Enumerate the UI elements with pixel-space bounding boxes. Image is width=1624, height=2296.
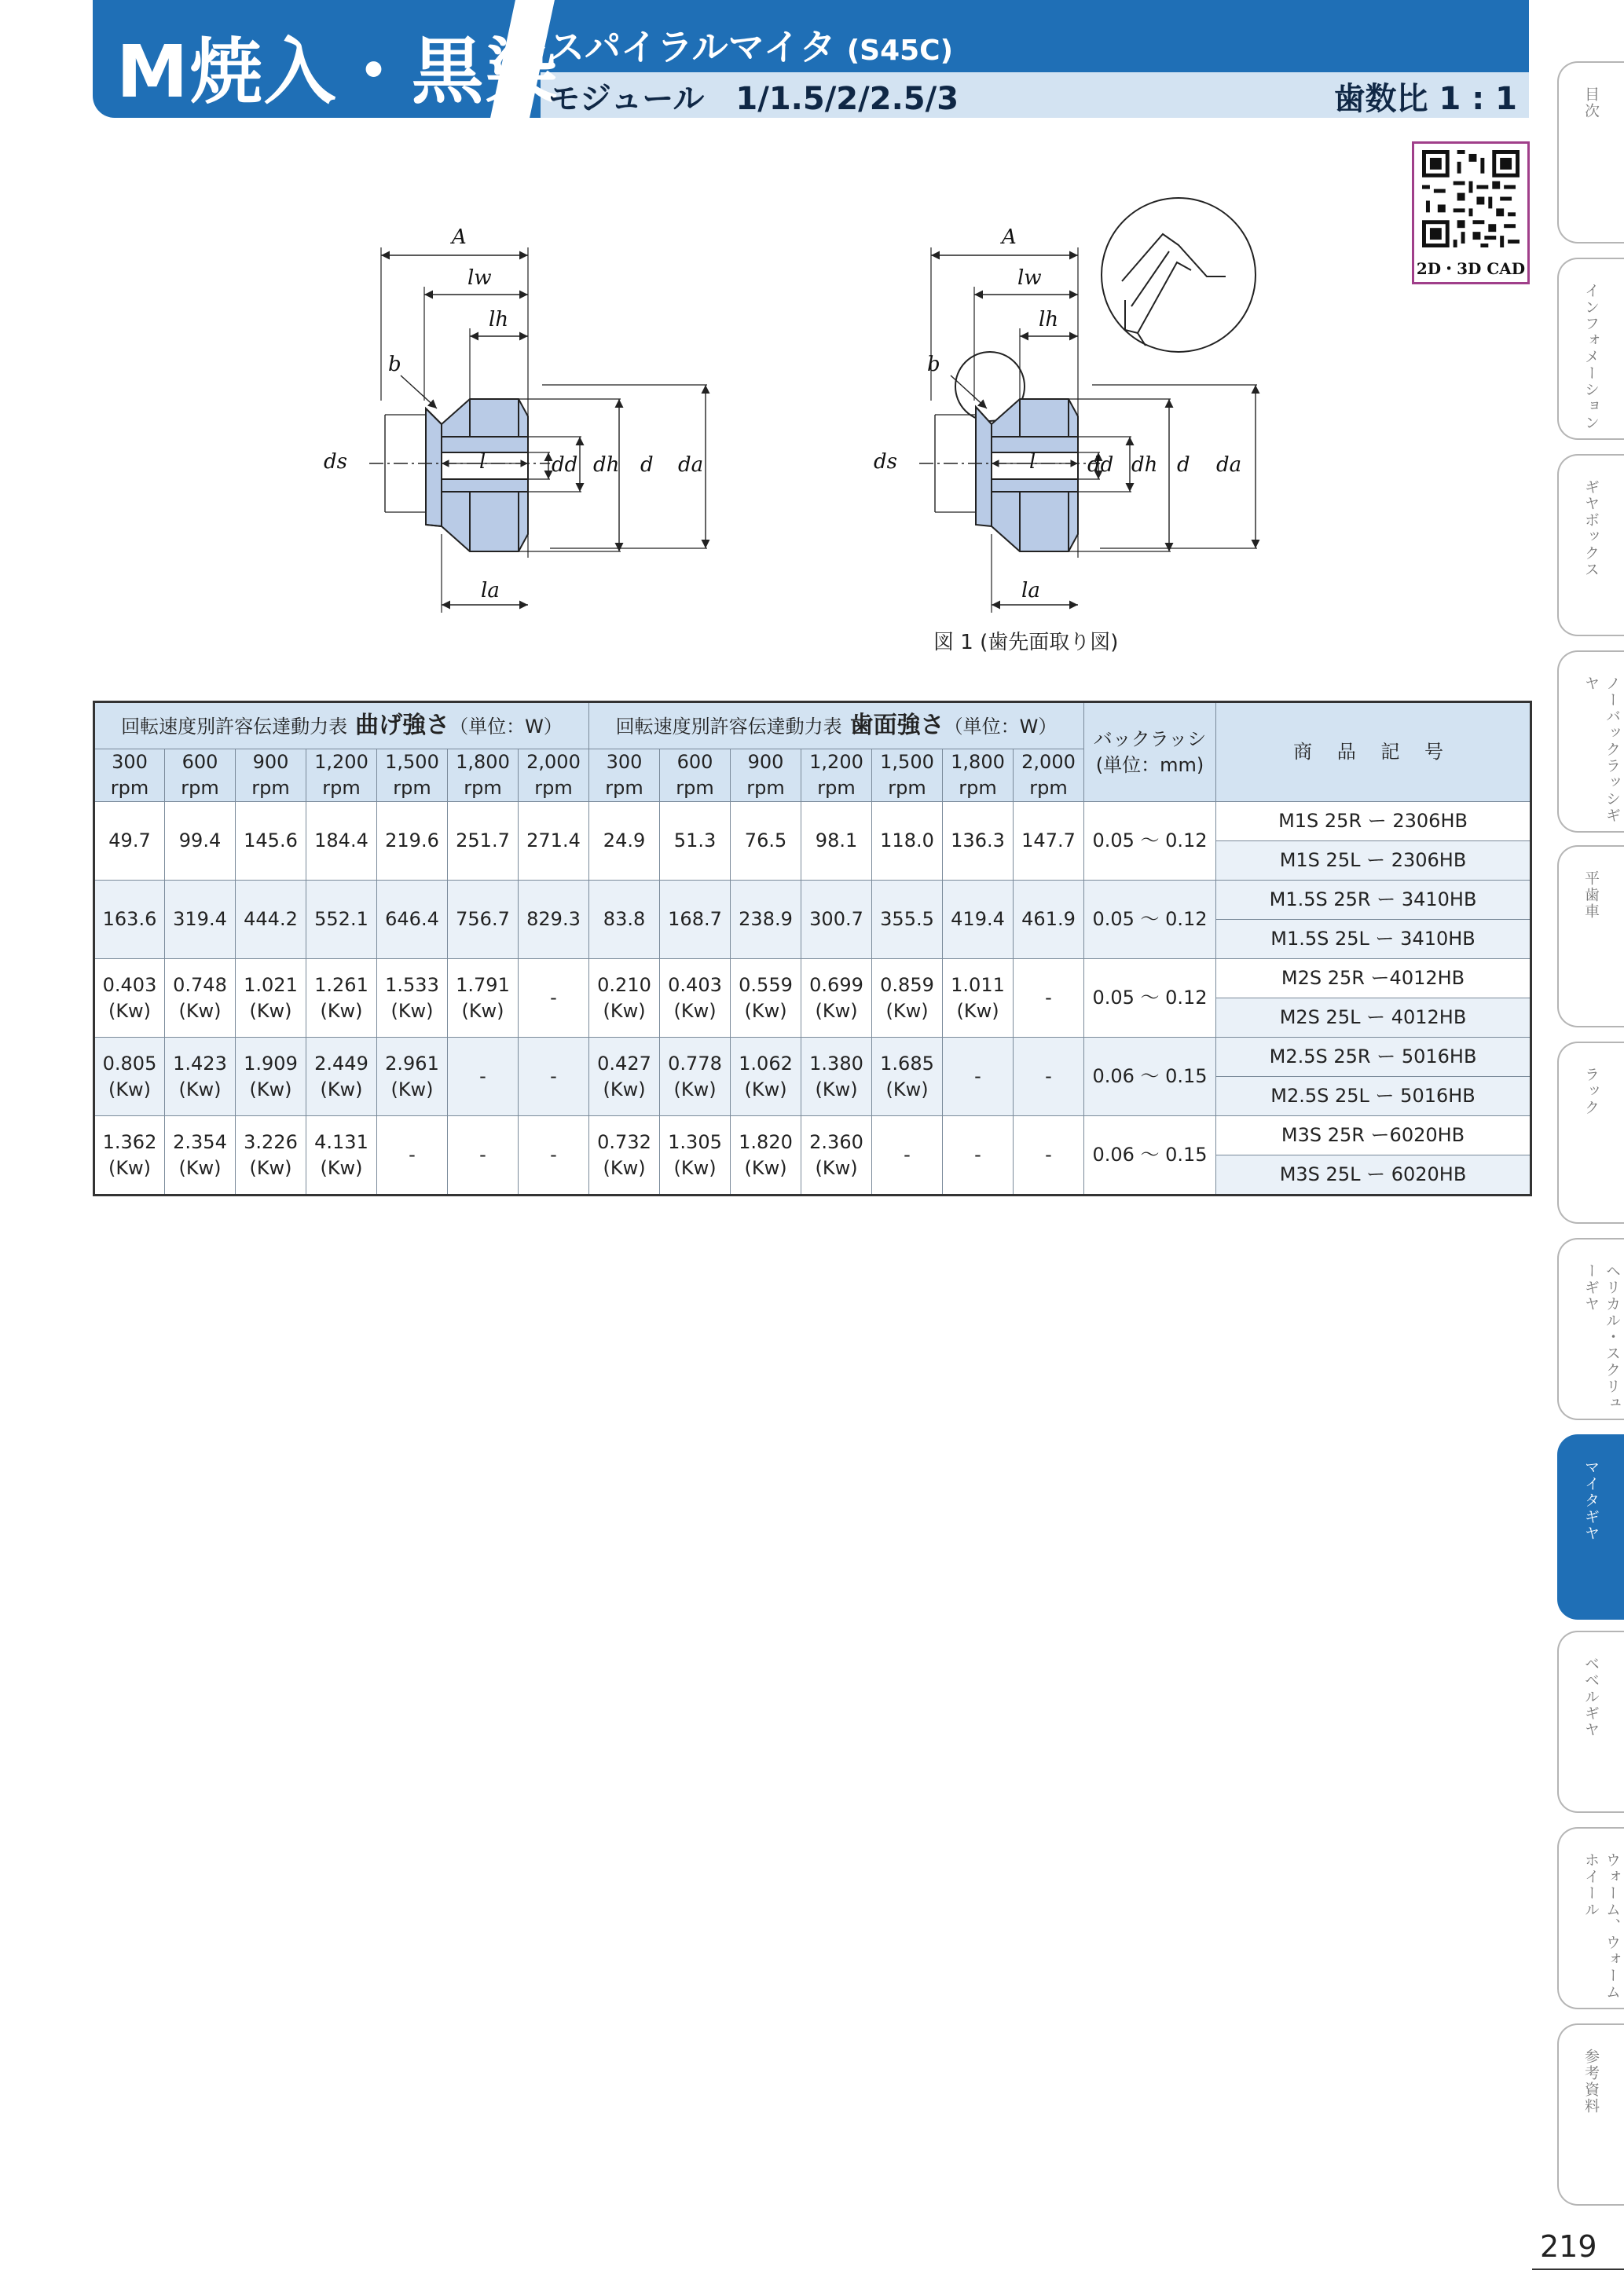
side-tab[interactable]	[1557, 258, 1624, 440]
product-code[interactable]: M3S 25L ー 6020HB	[1216, 1155, 1531, 1196]
surface-value: 419.4	[943, 881, 1014, 959]
speed-unit: rpm	[110, 777, 149, 799]
speed-value: 900	[747, 751, 784, 773]
surface-value: 0.699 (Kw)	[801, 959, 872, 1038]
bending-value: -	[519, 1116, 589, 1196]
surface-value: 300.7	[801, 881, 872, 959]
dim-ds-2: ds	[874, 450, 897, 474]
side-tab-label: マイタギヤ	[1582, 1459, 1600, 1542]
side-tab-label: 平歯車	[1582, 870, 1600, 920]
surface-value: 118.0	[872, 802, 943, 881]
surface-value: -	[943, 1116, 1014, 1196]
speed-unit: rpm	[181, 777, 219, 799]
bending-value: 2.961 (Kw)	[377, 1038, 448, 1116]
bending-value: 271.4	[519, 802, 589, 881]
side-tab[interactable]	[1557, 1434, 1624, 1620]
surface-value: 51.3	[660, 802, 731, 881]
backlash-value: 0.06 ～ 0.15	[1084, 1038, 1216, 1116]
page-number: 219	[1540, 2229, 1597, 2264]
table-row	[94, 1116, 1531, 1155]
bending-value: 1.261 (Kw)	[306, 959, 377, 1038]
surface-value: 0.859 (Kw)	[872, 959, 943, 1038]
product-name: スパイラルマイタ	[548, 26, 836, 68]
bending-value: 1.909 (Kw)	[236, 1038, 306, 1116]
surface-speed-header	[872, 749, 943, 802]
bending-value: 163.6	[94, 881, 165, 959]
product-code-header: 商 品 記 号	[1216, 702, 1531, 802]
speed-unit: rpm	[959, 777, 997, 799]
product-code[interactable]: M3S 25R ー6020HB	[1216, 1116, 1531, 1155]
surface-value: -	[1014, 959, 1084, 1038]
dim-A-2: A	[1002, 225, 1017, 249]
surface-value: -	[872, 1116, 943, 1196]
speed-unit: rpm	[322, 777, 361, 799]
side-tab[interactable]	[1557, 1042, 1624, 1224]
gear-drawing-chamfered	[833, 189, 1273, 621]
dim-da-2: da	[1216, 453, 1242, 477]
dim-da: da	[678, 453, 704, 477]
side-tab[interactable]	[1557, 1238, 1624, 1420]
power-table	[93, 701, 1532, 1196]
bending-value: 2.354 (Kw)	[165, 1116, 236, 1196]
product-code[interactable]: M1S 25R ー 2306HB	[1216, 802, 1531, 841]
dim-lw: lw	[467, 266, 492, 290]
surface-speed-header	[731, 749, 801, 802]
bending-value: 1.021 (Kw)	[236, 959, 306, 1038]
speed-value: 1,200	[809, 751, 863, 773]
speed-unit: rpm	[1029, 777, 1068, 799]
qr-code-icon	[1422, 150, 1520, 247]
surface-value: 355.5	[872, 881, 943, 959]
dim-A: A	[452, 225, 467, 249]
backlash-value: 0.05 ～ 0.12	[1084, 959, 1216, 1038]
speed-value: 600	[181, 751, 218, 773]
surface-value: 83.8	[589, 881, 660, 959]
product-code[interactable]: M2.5S 25R ー 5016HB	[1216, 1038, 1531, 1077]
product-code[interactable]: M1.5S 25R ー 3410HB	[1216, 881, 1531, 920]
bending-value: -	[448, 1116, 519, 1196]
side-tab-label: 参考資料	[1582, 2049, 1600, 2115]
speed-value: 2,000	[1021, 751, 1076, 773]
dim-dh: dh	[593, 453, 620, 477]
side-tab-label: ラック	[1582, 1067, 1600, 1116]
dim-la: la	[481, 579, 500, 602]
side-tab[interactable]	[1557, 650, 1624, 833]
backlash-value: 0.06 ～ 0.15	[1084, 1116, 1216, 1196]
bending-value: 829.3	[519, 881, 589, 959]
dim-l-2: l	[1029, 450, 1036, 474]
bending-speed-header	[165, 749, 236, 802]
surface-value: -	[943, 1038, 1014, 1116]
side-tab-label: ウォーム、ウォームホイール	[1582, 1852, 1621, 2001]
speed-unit: rpm	[888, 777, 926, 799]
bending-speed-header	[448, 749, 519, 802]
speed-value: 600	[676, 751, 713, 773]
side-tab-label: ノーバックラッシギヤ	[1582, 676, 1621, 824]
page-title: M焼入・黒染	[116, 30, 559, 114]
dim-dh-2: dh	[1131, 453, 1158, 477]
bending-value: 0.403 (Kw)	[94, 959, 165, 1038]
bending-value: 646.4	[377, 881, 448, 959]
speed-value: 1,800	[951, 751, 1005, 773]
dim-b: b	[388, 353, 401, 376]
side-tab[interactable]	[1557, 454, 1624, 636]
surface-value: 0.427 (Kw)	[589, 1038, 660, 1116]
dim-dd-2: dd	[1087, 453, 1114, 477]
table-row	[94, 1038, 1531, 1077]
bending-value: 219.6	[377, 802, 448, 881]
side-tab[interactable]	[1557, 845, 1624, 1027]
bending-value: 319.4	[165, 881, 236, 959]
cad-qr-link[interactable]	[1412, 141, 1530, 284]
speed-unit: rpm	[393, 777, 431, 799]
bending-value: 4.131 (Kw)	[306, 1116, 377, 1196]
bending-value: 145.6	[236, 802, 306, 881]
surface-value: 1.380 (Kw)	[801, 1038, 872, 1116]
surface-value: 238.9	[731, 881, 801, 959]
speed-value: 2,000	[526, 751, 581, 773]
speed-value: 900	[252, 751, 289, 773]
bending-value: -	[377, 1116, 448, 1196]
speed-unit: rpm	[746, 777, 785, 799]
dim-d: d	[640, 453, 654, 477]
surface-value: 0.210 (Kw)	[589, 959, 660, 1038]
speed-value: 300	[112, 751, 148, 773]
dim-lh: lh	[489, 308, 509, 331]
speed-unit: rpm	[464, 777, 502, 799]
dim-l: l	[479, 450, 486, 474]
surface-group-header	[589, 702, 1084, 749]
side-tab-label: ギヤボックス	[1582, 479, 1600, 578]
side-tab[interactable]	[1557, 1827, 1624, 2009]
module-label: モジュール 1/1.5/2/2.5/3	[548, 81, 959, 117]
backlash-value: 0.05 ～ 0.12	[1084, 802, 1216, 881]
backlash-value: 0.05 ～ 0.12	[1084, 881, 1216, 959]
speed-value: 1,500	[385, 751, 439, 773]
qr-caption: 2D・3D CAD	[1416, 259, 1526, 278]
ratio-label: 歯数比 1 : 1	[1333, 81, 1517, 117]
page-number-rule	[1532, 2269, 1624, 2270]
surface-speed-header	[589, 749, 660, 802]
bending-value: 49.7	[94, 802, 165, 881]
bending-speed-header	[306, 749, 377, 802]
dim-ds: ds	[324, 450, 347, 474]
product-code[interactable]: M2.5S 25L ー 5016HB	[1216, 1077, 1531, 1116]
product-code[interactable]: M2S 25R ー4012HB	[1216, 959, 1531, 998]
speed-value: 1,200	[314, 751, 368, 773]
speed-value: 1,500	[880, 751, 934, 773]
surface-speed-header	[660, 749, 731, 802]
product-subtitle	[548, 19, 953, 71]
side-tab-label: ベベルギヤ	[1582, 1656, 1600, 1738]
speed-unit: rpm	[534, 777, 573, 799]
bending-value: 184.4	[306, 802, 377, 881]
surface-value: 147.7	[1014, 802, 1084, 881]
side-tab-label: インフォメーション	[1582, 283, 1600, 431]
speed-value: 1,800	[456, 751, 510, 773]
dim-d-2: d	[1177, 453, 1190, 477]
surface-value: 1.011 (Kw)	[943, 959, 1014, 1038]
bending-prefix: 回転速度別許容伝達動力表	[121, 715, 348, 738]
dim-lh-2: lh	[1039, 308, 1059, 331]
bending-value: -	[519, 1038, 589, 1116]
surface-value: 24.9	[589, 802, 660, 881]
figure-caption: 図 1 (歯先面取り図)	[933, 631, 1119, 654]
surface-value: 0.559 (Kw)	[731, 959, 801, 1038]
bending-value: 0.748 (Kw)	[165, 959, 236, 1038]
bending-value: 3.226 (Kw)	[236, 1116, 306, 1196]
bending-speed-header	[94, 749, 165, 802]
side-tab[interactable]	[1557, 1631, 1624, 1813]
surface-value: -	[1014, 1116, 1084, 1196]
bending-value: 2.449 (Kw)	[306, 1038, 377, 1116]
side-tab-label: ヘリカル・スクリューギヤ	[1582, 1263, 1621, 1412]
bending-speed-header	[236, 749, 306, 802]
dim-b-2: b	[927, 353, 940, 376]
speed-unit: rpm	[817, 777, 856, 799]
surface-value: 1.062 (Kw)	[731, 1038, 801, 1116]
table-row	[94, 959, 1531, 998]
bending-value: 1.423 (Kw)	[165, 1038, 236, 1116]
surface-value: 2.360 (Kw)	[801, 1116, 872, 1196]
surface-value: 461.9	[1014, 881, 1084, 959]
bending-value: -	[519, 959, 589, 1038]
bending-name: 曲げ強さ	[355, 711, 450, 739]
surface-name: 歯面強さ	[849, 711, 944, 739]
surface-speed-header	[1014, 749, 1084, 802]
surface-value: 1.685 (Kw)	[872, 1038, 943, 1116]
side-tab[interactable]	[1557, 2023, 1624, 2206]
speed-unit: rpm	[605, 777, 643, 799]
material-label: (S45C)	[846, 35, 954, 67]
surface-unit: （単位：W）	[944, 715, 1058, 738]
bending-value: 1.791 (Kw)	[448, 959, 519, 1038]
bending-unit: （単位：W）	[449, 715, 563, 738]
bending-value: 99.4	[165, 802, 236, 881]
bending-value: -	[448, 1038, 519, 1116]
surface-speed-header	[943, 749, 1014, 802]
table-row	[94, 881, 1531, 920]
speed-value: 300	[606, 751, 643, 773]
surface-value: 0.403 (Kw)	[660, 959, 731, 1038]
surface-speed-header	[801, 749, 872, 802]
surface-value: 0.778 (Kw)	[660, 1038, 731, 1116]
speed-unit: rpm	[251, 777, 290, 799]
product-code[interactable]: M2S 25L ー 4012HB	[1216, 998, 1531, 1038]
bending-value: 756.7	[448, 881, 519, 959]
dim-dd: dd	[552, 453, 578, 477]
surface-value: 76.5	[731, 802, 801, 881]
surface-value: -	[1014, 1038, 1084, 1116]
surface-value: 168.7	[660, 881, 731, 959]
side-tab[interactable]	[1557, 61, 1624, 244]
bending-speed-header	[377, 749, 448, 802]
surface-value: 136.3	[943, 802, 1014, 881]
surface-value: 1.305 (Kw)	[660, 1116, 731, 1196]
surface-value: 0.732 (Kw)	[589, 1116, 660, 1196]
backlash-header: バックラッシ (単位：mm)	[1084, 702, 1216, 802]
bending-speed-header	[519, 749, 589, 802]
bending-value: 1.533 (Kw)	[377, 959, 448, 1038]
surface-prefix: 回転速度別許容伝達動力表	[615, 715, 842, 738]
gear-drawing-standard	[314, 212, 754, 621]
product-code[interactable]: M1.5S 25L ー 3410HB	[1216, 920, 1531, 959]
bending-value: 552.1	[306, 881, 377, 959]
bending-value: 1.362 (Kw)	[94, 1116, 165, 1196]
bending-group-header	[94, 702, 589, 749]
table-row	[94, 802, 1531, 841]
bending-value: 444.2	[236, 881, 306, 959]
side-tab-label: 目次	[1582, 86, 1600, 119]
surface-value: 1.820 (Kw)	[731, 1116, 801, 1196]
dim-lw-2: lw	[1017, 266, 1042, 290]
bending-value: 0.805 (Kw)	[94, 1038, 165, 1116]
surface-value: 98.1	[801, 802, 872, 881]
dim-la-2: la	[1021, 579, 1040, 602]
bending-value: 251.7	[448, 802, 519, 881]
speed-unit: rpm	[676, 777, 714, 799]
product-code[interactable]: M1S 25L ー 2306HB	[1216, 841, 1531, 881]
